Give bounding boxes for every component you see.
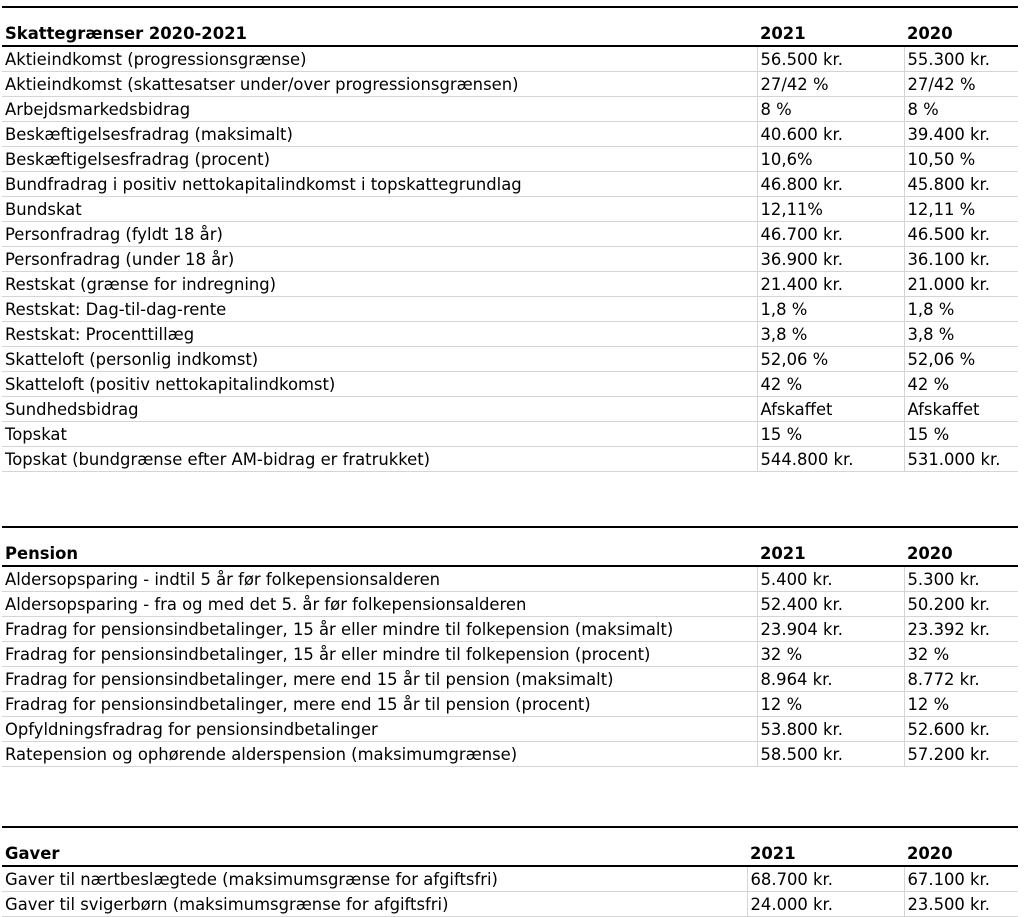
row-label: Restskat: Dag-til-dag-rente (2, 297, 757, 322)
pension-table (2, 526, 1018, 767)
gifts-col-2021: 2021 (747, 827, 904, 866)
table-row (2, 147, 1018, 172)
tax-limits-title: Skattegrænser 2020-2021 (2, 7, 757, 46)
value-2020: 5.300 kr. (904, 566, 1018, 592)
row-label: Gaver til nærtbeslægtede (maksimumsgrænse for afgiftsfri) (2, 866, 747, 892)
row-label: Beskæftigelsesfradrag (procent) (2, 147, 757, 172)
table-row (2, 866, 1018, 892)
value-2021: 58.500 kr. (757, 742, 904, 767)
value-2021: 5.400 kr. (757, 566, 904, 592)
value-2020: 55.300 kr. (904, 46, 1018, 72)
value-2020: 1,8 % (904, 297, 1018, 322)
value-2021: 40.600 kr. (757, 122, 904, 147)
value-2020: 39.400 kr. (904, 122, 1018, 147)
value-2020: 42 % (904, 372, 1018, 397)
value-2021: 32 % (757, 642, 904, 667)
table-row (2, 247, 1018, 272)
table-row (2, 422, 1018, 447)
table-row (2, 272, 1018, 297)
table-row (2, 72, 1018, 97)
row-label: Personfradrag (fyldt 18 år) (2, 222, 757, 247)
value-2021: 53.800 kr. (757, 717, 904, 742)
table-row (2, 642, 1018, 667)
value-2020: Afskaffet (904, 397, 1018, 422)
table-row (2, 46, 1018, 72)
tax-limits-section (2, 6, 1018, 472)
row-label: Arbejdsmarkedsbidrag (2, 97, 757, 122)
gifts-title: Gaver (2, 827, 747, 866)
row-label: Topskat (bundgrænse efter AM-bidrag er fratrukket) (2, 447, 757, 472)
value-2020: 3,8 % (904, 322, 1018, 347)
pension-col-2020: 2020 (904, 527, 1018, 566)
value-2021: 8.964 kr. (757, 667, 904, 692)
value-2021: 24.000 kr. (747, 892, 904, 917)
pension-col-2021: 2021 (757, 527, 904, 566)
value-2020: 15 % (904, 422, 1018, 447)
row-label: Topskat (2, 422, 757, 447)
value-2021: 52,06 % (757, 347, 904, 372)
value-2020: 8 % (904, 97, 1018, 122)
row-label: Sundhedsbidrag (2, 397, 757, 422)
table-row (2, 447, 1018, 472)
gifts-header-row (2, 827, 1018, 866)
table-row (2, 566, 1018, 592)
table-row (2, 692, 1018, 717)
gifts-table (2, 826, 1018, 917)
row-label: Bundfradrag i positiv nettokapitalindkomst i topskattegrundlag (2, 172, 757, 197)
value-2020: 27/42 % (904, 72, 1018, 97)
table-row (2, 172, 1018, 197)
value-2020: 21.000 kr. (904, 272, 1018, 297)
row-label: Ratepension og ophørende alderspension (maksimumgrænse) (2, 742, 757, 767)
value-2020: 52,06 % (904, 347, 1018, 372)
value-2021: Afskaffet (757, 397, 904, 422)
value-2021: 12 % (757, 692, 904, 717)
value-2021: 12,11% (757, 197, 904, 222)
row-label: Gaver til svigerbørn (maksimumsgrænse for afgiftsfri) (2, 892, 747, 917)
value-2021: 56.500 kr. (757, 46, 904, 72)
table-row (2, 667, 1018, 692)
row-label: Fradrag for pensionsindbetalinger, 15 år eller mindre til folkepension (procent) (2, 642, 757, 667)
value-2021: 46.800 kr. (757, 172, 904, 197)
row-label: Skatteloft (positiv nettokapitalindkomst) (2, 372, 757, 397)
table-row (2, 197, 1018, 222)
value-2020: 50.200 kr. (904, 592, 1018, 617)
table-row (2, 122, 1018, 147)
table-row (2, 297, 1018, 322)
table-row (2, 892, 1018, 917)
value-2021: 10,6% (757, 147, 904, 172)
value-2021: 42 % (757, 372, 904, 397)
value-2020: 12,11 % (904, 197, 1018, 222)
row-label: Personfradrag (under 18 år) (2, 247, 757, 272)
row-label: Opfyldningsfradrag for pensionsindbetalinger (2, 717, 757, 742)
tax-limits-col-2021: 2021 (757, 7, 904, 46)
gifts-col-2020: 2020 (904, 827, 1018, 866)
value-2021: 23.904 kr. (757, 617, 904, 642)
value-2020: 12 % (904, 692, 1018, 717)
value-2020: 67.100 kr. (904, 866, 1018, 892)
row-label: Bundskat (2, 197, 757, 222)
pension-title: Pension (2, 527, 757, 566)
row-label: Restskat: Procenttillæg (2, 322, 757, 347)
value-2021: 52.400 kr. (757, 592, 904, 617)
row-label: Aktieindkomst (progressionsgrænse) (2, 46, 757, 72)
row-label: Aktieindkomst (skattesatser under/over progressionsgrænsen) (2, 72, 757, 97)
value-2021: 8 % (757, 97, 904, 122)
row-label: Beskæftigelsesfradrag (maksimalt) (2, 122, 757, 147)
table-row (2, 222, 1018, 247)
table-row (2, 617, 1018, 642)
value-2021: 544.800 kr. (757, 447, 904, 472)
table-row (2, 397, 1018, 422)
value-2021: 15 % (757, 422, 904, 447)
value-2021: 36.900 kr. (757, 247, 904, 272)
value-2020: 52.600 kr. (904, 717, 1018, 742)
pension-header-row (2, 527, 1018, 566)
row-label: Skatteloft (personlig indkomst) (2, 347, 757, 372)
value-2020: 36.100 kr. (904, 247, 1018, 272)
tax-limits-table (2, 6, 1018, 472)
row-label: Aldersopsparing - fra og med det 5. år før folkepensionsalderen (2, 592, 757, 617)
value-2020: 8.772 kr. (904, 667, 1018, 692)
value-2020: 10,50 % (904, 147, 1018, 172)
row-label: Fradrag for pensionsindbetalinger, mere end 15 år til pension (procent) (2, 692, 757, 717)
value-2021: 1,8 % (757, 297, 904, 322)
tax-limits-header-row (2, 7, 1018, 46)
table-row (2, 347, 1018, 372)
table-row (2, 97, 1018, 122)
value-2021: 3,8 % (757, 322, 904, 347)
table-row (2, 322, 1018, 347)
value-2020: 45.800 kr. (904, 172, 1018, 197)
gifts-section (2, 826, 1018, 917)
row-label: Restskat (grænse for indregning) (2, 272, 757, 297)
value-2020: 32 % (904, 642, 1018, 667)
table-row (2, 742, 1018, 767)
tax-limits-col-2020: 2020 (904, 7, 1018, 46)
value-2021: 68.700 kr. (747, 866, 904, 892)
value-2020: 23.500 kr. (904, 892, 1018, 917)
table-row (2, 372, 1018, 397)
value-2021: 27/42 % (757, 72, 904, 97)
row-label: Fradrag for pensionsindbetalinger, 15 år eller mindre til folkepension (maksimalt) (2, 617, 757, 642)
pension-section (2, 526, 1018, 767)
value-2020: 531.000 kr. (904, 447, 1018, 472)
row-label: Aldersopsparing - indtil 5 år før folkepensionsalderen (2, 566, 757, 592)
table-row (2, 592, 1018, 617)
row-label: Fradrag for pensionsindbetalinger, mere end 15 år til pension (maksimalt) (2, 667, 757, 692)
value-2020: 46.500 kr. (904, 222, 1018, 247)
value-2020: 23.392 kr. (904, 617, 1018, 642)
table-row (2, 717, 1018, 742)
value-2021: 21.400 kr. (757, 272, 904, 297)
value-2020: 57.200 kr. (904, 742, 1018, 767)
value-2021: 46.700 kr. (757, 222, 904, 247)
